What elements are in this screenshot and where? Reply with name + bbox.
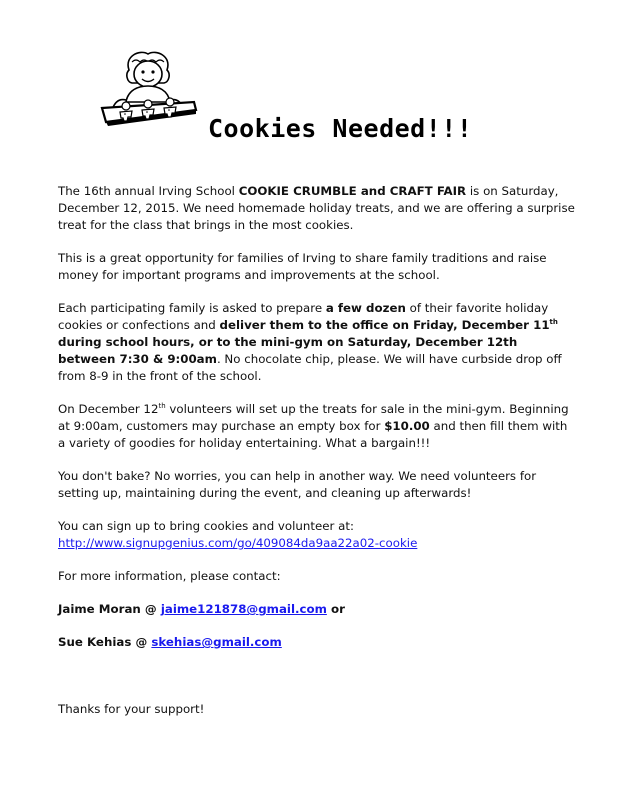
instructions-text-end: . No chocolate chip, please. We will have curbside drop off from 8-9 in the front of the school.	[58, 352, 562, 383]
sale-text: On December 12	[58, 402, 159, 416]
page-title: Cookies Needed!!!	[208, 114, 473, 143]
instructions-paragraph	[58, 300, 578, 385]
baker-with-cookie-tray-icon	[96, 50, 200, 134]
intro-text: The 16th annual Irving School	[58, 184, 239, 198]
event-name: COOKIE CRUMBLE and CRAFT FAIR	[238, 184, 467, 198]
contact-suffix: or	[326, 602, 345, 616]
volunteer-paragraph: You don't bake? No worries, you can help in another way. We need volunteers for setting up, maintaining during the event, and cleaning up afterwards!	[58, 469, 537, 500]
delivery-text: deliver them to the office on Friday, December 11	[219, 318, 550, 332]
contact-intro: For more information, please contact:	[58, 569, 281, 583]
contact-name: Sue Kehias @	[58, 635, 152, 649]
sale-paragraph	[58, 401, 578, 452]
delivery-text-end: during school hours, or to the mini-gym on Saturday, December 12th between 7:30 & 9:00am	[58, 335, 518, 366]
ordinal-suffix: th	[549, 318, 558, 327]
ordinal-suffix: th	[158, 402, 166, 411]
intro-text-end: is on Saturday, December 12, 2015. We need homemade holiday treats, and we are offering a surprise treat for the class that brings in the most cookies.	[58, 184, 575, 232]
signup-paragraph	[58, 518, 578, 552]
quantity-emphasis: a few dozen	[325, 301, 406, 315]
instructions-text: Each participating family is asked to prepare	[58, 301, 326, 315]
signup-link[interactable]: http://www.signupgenius.com/go/409084da9aa22a02-cookie	[58, 536, 418, 550]
instructions-text-mid: of their favorite holiday cookies or confections and	[58, 301, 549, 332]
box-price: $10.00	[384, 419, 430, 433]
signup-text: You can sign up to bring cookies and volunteer at:	[58, 519, 354, 533]
closing-line: Thanks for your support!	[58, 702, 205, 716]
email-link-jaime[interactable]: jaime121878@gmail.com	[160, 602, 327, 616]
contact-jaime	[58, 601, 578, 618]
intro-paragraph	[58, 183, 578, 234]
sale-text-end: and then fill them with a variety of goodies for holiday entertaining. What a bargain!!!	[58, 419, 568, 450]
flyer-body	[58, 183, 578, 734]
email-link-sue[interactable]: skehias@gmail.com	[151, 635, 282, 649]
contact-list	[58, 601, 578, 651]
opportunity-paragraph: This is a great opportunity for families of Irving to share family traditions and raise money for important programs and improvements at the school.	[58, 251, 547, 282]
contact-sue	[58, 634, 578, 651]
contact-name: Jaime Moran @	[58, 602, 161, 616]
sale-text-mid: volunteers will set up the treats for sale in the mini-gym. Beginning at 9:00am, customers may purchase an empty box for	[58, 402, 569, 433]
